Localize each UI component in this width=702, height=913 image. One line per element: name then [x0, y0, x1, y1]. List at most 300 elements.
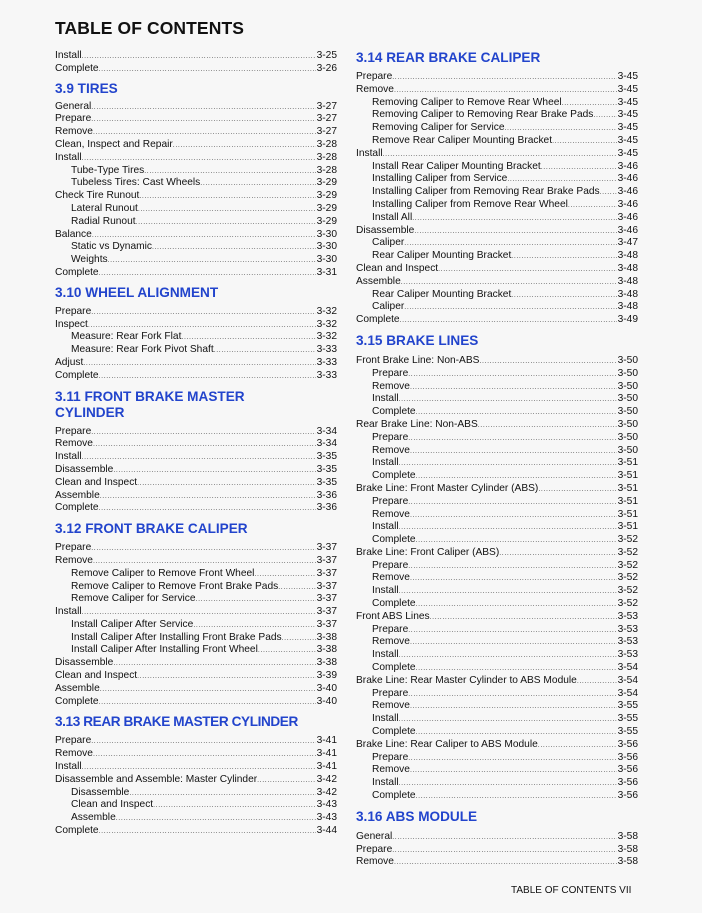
toc-entry-label: Install [372, 777, 399, 789]
toc-entry[interactable] [55, 113, 337, 126]
toc-subentry[interactable] [356, 509, 638, 522]
toc-entry-page: 3-32 [316, 331, 337, 343]
toc-subentry[interactable] [356, 457, 638, 470]
toc-subentry[interactable] [356, 470, 638, 483]
toc-entry-page: 3-45 [617, 83, 638, 95]
toc-entry[interactable] [356, 547, 638, 560]
toc-right-column [356, 50, 638, 869]
toc-entry-page: 3-54 [617, 662, 638, 674]
toc-subentry[interactable] [55, 568, 337, 581]
toc-entry-label: Assemble [71, 812, 116, 824]
toc-entry-page: 3-32 [316, 318, 337, 330]
toc-entry-page: 3-33 [316, 369, 337, 381]
toc-entry[interactable] [55, 774, 337, 787]
toc-subentry[interactable] [356, 173, 638, 186]
toc-entry-label: Static vs Dynamic [71, 241, 152, 253]
toc-entry-label: Prepare [372, 367, 409, 379]
toc-entry-label: Prepare [55, 735, 92, 747]
toc-entry-label: Front Brake Line: Non-ABS [356, 354, 480, 366]
toc-entry-label: Remove [372, 700, 410, 712]
toc-entry-label: Rear Caliper Mounting Bracket [372, 250, 512, 262]
toc-entry-label: Adjust [55, 356, 84, 368]
toc-entry-page: 3-55 [617, 700, 638, 712]
toc-entry-page: 3-27 [316, 100, 337, 112]
toc-entry[interactable] [55, 477, 337, 490]
toc-entry-label: Complete [372, 726, 416, 738]
toc-entry-label: Weights [71, 254, 108, 266]
toc-subentry[interactable] [55, 619, 337, 632]
toc-entry-page: 3-50 [617, 431, 638, 443]
toc-entry[interactable] [55, 451, 337, 464]
toc-left-column [55, 50, 337, 838]
toc-entry-page: 3-36 [316, 502, 337, 514]
toc-subentry[interactable] [55, 254, 337, 267]
toc-entry[interactable] [55, 357, 337, 370]
toc-entry-page: 3-51 [617, 495, 638, 507]
toc-entry-page: 3-37 [316, 580, 337, 592]
toc-entry-page: 3-48 [617, 250, 638, 262]
toc-entry-label: Installing Caliper from Service [372, 173, 508, 185]
toc-entry-page: 3-40 [316, 682, 337, 694]
toc-entry-label: Removing Caliper to Remove Rear Wheel [372, 96, 562, 108]
toc-subentry[interactable] [356, 752, 638, 765]
toc-entry-label: Install [372, 585, 399, 597]
toc-entry-page: 3-45 [617, 96, 638, 108]
toc-entry-label: Rear Caliper Mounting Bracket [372, 288, 512, 300]
toc-entry-page: 3-32 [316, 305, 337, 317]
toc-subentry[interactable] [356, 764, 638, 777]
toc-subentry[interactable] [356, 301, 638, 314]
toc-entry-label: Caliper [372, 237, 405, 249]
toc-subentry[interactable] [356, 496, 638, 509]
toc-subentry[interactable] [356, 560, 638, 573]
toc-entry-label: Prepare [372, 623, 409, 635]
toc-entry-label: Rear Brake Line: Non-ABS [356, 418, 478, 430]
toc-subentry[interactable] [55, 344, 337, 357]
toc-entry-page: 3-53 [617, 610, 638, 622]
toc-entry-label: Disassemble [356, 224, 415, 236]
toc-entry-page: 3-46 [617, 198, 638, 210]
toc-entry-page: 3-45 [617, 147, 638, 159]
toc-subentry[interactable] [356, 790, 638, 803]
toc-entry-page: 3-56 [617, 777, 638, 789]
toc-entry[interactable] [356, 419, 638, 432]
toc-entry[interactable] [356, 675, 638, 688]
toc-entry[interactable] [356, 276, 638, 289]
toc-entry-label: Measure: Rear Fork Pivot Shaft [71, 344, 214, 356]
toc-entry-page: 3-53 [617, 636, 638, 648]
toc-entry[interactable] [55, 735, 337, 748]
toc-entry-page: 3-47 [617, 237, 638, 249]
toc-subentry[interactable] [55, 331, 337, 344]
toc-entry-label: Prepare [356, 71, 393, 82]
section-heading[interactable]: 3.9 TIRES [55, 80, 118, 96]
toc-subentry[interactable] [356, 636, 638, 649]
toc-entry-label: Install [372, 713, 399, 725]
toc-entry-page: 3-52 [617, 546, 638, 558]
toc-entry-page: 3-44 [316, 825, 337, 837]
toc-entry[interactable] [55, 426, 337, 439]
toc-entry[interactable] [55, 190, 337, 203]
toc-subentry[interactable] [356, 122, 638, 135]
toc-subentry[interactable] [356, 250, 638, 263]
toc-entry-label: Complete [356, 314, 400, 326]
toc-entry-page: 3-56 [617, 790, 638, 802]
toc-entry-page: 3-41 [316, 761, 337, 773]
toc-entry-label: Install All [372, 211, 413, 223]
toc-entry-page: 3-48 [617, 262, 638, 274]
toc-entry[interactable] [356, 84, 638, 97]
section-heading[interactable]: 3.10 WHEEL ALIGNMENT [55, 284, 219, 300]
toc-entry[interactable] [356, 225, 638, 238]
toc-entry-label: Brake Line: Front Caliper (ABS) [356, 546, 500, 558]
toc-entry-label: Prepare [372, 751, 409, 763]
toc-entry-page: 3-48 [617, 288, 638, 300]
toc-entry-label: Remove Caliper for Service [71, 593, 196, 605]
toc-entry[interactable] [55, 152, 337, 165]
toc-entry-page: 3-51 [617, 508, 638, 520]
toc-section [356, 809, 638, 869]
toc-entry-label: Complete [372, 790, 416, 802]
toc-entry-page: 3-49 [617, 314, 638, 326]
toc-entry-label: Remove [372, 572, 410, 584]
toc-entry-page: 3-33 [316, 356, 337, 368]
toc-entry-label: Complete [55, 695, 99, 707]
toc-subentry[interactable] [55, 241, 337, 254]
toc-entry-page: 3-46 [617, 160, 638, 172]
toc-entry-page: 3-43 [316, 799, 337, 811]
toc-subentry[interactable] [356, 109, 638, 122]
toc-entry-page: 3-34 [316, 425, 337, 437]
toc-entry-label: Install [55, 50, 82, 61]
toc-entry-page: 3-58 [617, 830, 638, 842]
toc-entry-label: Installing Caliper from Remove Rear Wheel [372, 198, 568, 210]
toc-entry-page: 3-46 [617, 186, 638, 198]
toc-subentry[interactable] [356, 585, 638, 598]
toc-entry[interactable] [55, 502, 337, 515]
toc-subentry[interactable] [356, 598, 638, 611]
toc-entry-label: Install Rear Caliper Mounting Bracket [372, 160, 541, 172]
toc-entry-page: 3-27 [316, 126, 337, 138]
toc-entry[interactable] [55, 438, 337, 451]
toc-entry-page: 3-56 [617, 738, 638, 750]
toc-entry-label: Installing Caliper from Removing Rear Brake Pads [372, 186, 600, 198]
toc-entry-label: Prepare [372, 431, 409, 443]
section-heading[interactable]: 3.13 REAR BRAKE MASTER CYLINDER [55, 714, 298, 730]
toc-entry-label: Balance [55, 228, 92, 240]
toc-entry-label: Brake Line: Front Master Cylinder (ABS) [356, 482, 539, 494]
toc-subentry[interactable] [356, 649, 638, 662]
toc-subentry[interactable] [356, 406, 638, 419]
toc-entry-page: 3-38 [316, 631, 337, 643]
toc-entry-label: General [55, 100, 92, 112]
toc-subentry[interactable] [55, 165, 337, 178]
toc-entry-page: 3-26 [316, 62, 337, 74]
toc-entry-page: 3-51 [617, 470, 638, 482]
toc-entry[interactable] [55, 490, 337, 503]
toc-subentry[interactable] [55, 812, 337, 825]
toc-entry[interactable] [55, 101, 337, 114]
toc-subentry[interactable] [356, 161, 638, 174]
toc-subentry[interactable] [356, 393, 638, 406]
toc-entry[interactable] [356, 148, 638, 161]
toc-entry-page: 3-25 [316, 50, 337, 61]
toc-entry[interactable] [55, 319, 337, 332]
toc-entry-page: 3-33 [316, 344, 337, 356]
toc-subentry[interactable] [356, 777, 638, 790]
toc-entry[interactable] [55, 229, 337, 242]
toc-entry-page: 3-28 [316, 164, 337, 176]
toc-entry-page: 3-35 [316, 451, 337, 463]
toc-entry-label: Remove [55, 748, 93, 760]
toc-entry-label: Check Tire Runout [55, 190, 140, 202]
toc-entry-label: Disassemble [71, 786, 130, 798]
toc-entry-page: 3-35 [316, 463, 337, 475]
toc-entry-page: 3-29 [316, 202, 337, 214]
toc-entry[interactable] [356, 71, 638, 84]
toc-entry-page: 3-30 [316, 228, 337, 240]
toc-entry-page: 3-53 [617, 649, 638, 661]
toc-subentry[interactable] [55, 216, 337, 229]
toc-entry[interactable] [356, 739, 638, 752]
toc-entry[interactable] [55, 748, 337, 761]
toc-entry-label: Measure: Rear Fork Flat [71, 331, 182, 343]
toc-subentry[interactable] [55, 799, 337, 812]
toc-entry-page: 3-37 [316, 542, 337, 554]
toc-entry-page: 3-29 [316, 177, 337, 189]
toc-entry-label: Clean and Inspect [55, 670, 138, 682]
toc-entry-page: 3-48 [617, 301, 638, 313]
toc-entry-label: Clean and Inspect [71, 799, 154, 811]
toc-entry-label: Install [55, 761, 82, 773]
toc-entry-page: 3-37 [316, 606, 337, 618]
toc-entry[interactable] [55, 696, 337, 709]
toc-entry-label: Complete [372, 662, 416, 674]
section-heading[interactable]: 3.14 REAR BRAKE CALIPER [356, 50, 541, 65]
toc-section [55, 714, 337, 837]
section-heading[interactable]: 3.11 FRONT BRAKE MASTER CYLINDER [55, 388, 245, 420]
toc-entry-page: 3-52 [617, 585, 638, 597]
toc-entry-label: Tube-Type Tires [71, 164, 145, 176]
toc-entry-page: 3-48 [617, 275, 638, 287]
toc-entry-label: Disassemble [55, 657, 114, 669]
toc-entry[interactable] [55, 670, 337, 683]
toc-subentry[interactable] [356, 97, 638, 110]
toc-entry-page: 3-39 [316, 670, 337, 682]
toc-subentry[interactable] [55, 787, 337, 800]
toc-entry-page: 3-34 [316, 438, 337, 450]
toc-entry[interactable] [356, 856, 638, 869]
toc-subentry[interactable] [356, 445, 638, 458]
toc-entry-page: 3-42 [316, 773, 337, 785]
toc-entry-label: Removing Caliper for Service [372, 122, 505, 134]
toc-entry-page: 3-53 [617, 623, 638, 635]
toc-entry-label: Radial Runout [71, 215, 136, 227]
toc-entry-page: 3-37 [316, 618, 337, 630]
toc-entry[interactable] [55, 657, 337, 670]
toc-subentry[interactable] [356, 381, 638, 394]
toc-entry-label: Remove Caliper to Remove Front Brake Pads [71, 580, 279, 592]
toc-entry-label: Install [372, 457, 399, 469]
toc-entry-label: Prepare [356, 843, 393, 855]
toc-entry-label: Remove Caliper to Remove Front Wheel [71, 567, 255, 579]
toc-entry[interactable] [55, 139, 337, 152]
toc-section [55, 50, 337, 76]
toc-entry[interactable] [55, 306, 337, 319]
toc-entry-page: 3-46 [617, 224, 638, 236]
toc-entry-page: 3-43 [316, 812, 337, 824]
toc-subentry[interactable] [356, 237, 638, 250]
toc-entry-label: Complete [372, 598, 416, 610]
toc-entry-label: Prepare [372, 559, 409, 571]
toc-section [356, 50, 638, 327]
toc-entry-label: Install [55, 451, 82, 463]
toc-entry[interactable] [356, 263, 638, 276]
toc-entry-label: Prepare [55, 542, 92, 554]
toc-subentry[interactable] [356, 624, 638, 637]
toc-subentry[interactable] [356, 199, 638, 212]
toc-entry[interactable] [55, 825, 337, 838]
section-heading[interactable]: 3.15 BRAKE LINES [356, 332, 479, 348]
toc-subentry[interactable] [356, 432, 638, 445]
toc-subentry[interactable] [55, 593, 337, 606]
toc-entry-label: Remove Rear Caliper Mounting Bracket [372, 134, 553, 146]
toc-entry-label: Install [372, 649, 399, 661]
toc-section [356, 333, 638, 803]
toc-entry[interactable] [356, 314, 638, 327]
toc-entry-label: Remove [55, 126, 93, 138]
toc-entry-page: 3-52 [617, 559, 638, 571]
toc-subentry[interactable] [356, 713, 638, 726]
toc-subentry[interactable] [356, 726, 638, 739]
toc-entry-label: Clean, Inspect and Repair [55, 138, 173, 150]
toc-entry[interactable] [356, 483, 638, 496]
toc-entry-label: Complete [55, 502, 99, 514]
toc-subentry[interactable] [356, 186, 638, 199]
toc-subentry[interactable] [356, 289, 638, 302]
toc-entry-label: Remove [372, 636, 410, 648]
toc-subentry[interactable] [356, 534, 638, 547]
toc-entry-page: 3-58 [617, 856, 638, 868]
toc-entry[interactable] [55, 683, 337, 696]
toc-entry-page: 3-37 [316, 554, 337, 566]
toc-entry-page: 3-40 [316, 695, 337, 707]
toc-entry-page: 3-52 [617, 534, 638, 546]
toc-entry-page: 3-45 [617, 122, 638, 134]
toc-entry[interactable] [55, 50, 337, 63]
toc-entry-page: 3-50 [617, 380, 638, 392]
toc-entry-label: Disassemble and Assemble: Master Cylinder [55, 773, 258, 785]
toc-entry[interactable] [55, 761, 337, 774]
toc-entry[interactable] [55, 267, 337, 280]
toc-entry[interactable] [55, 63, 337, 76]
toc-entry-page: 3-50 [617, 367, 638, 379]
toc-subentry[interactable] [356, 662, 638, 675]
toc-entry-page: 3-51 [617, 457, 638, 469]
toc-entry-page: 3-45 [617, 71, 638, 82]
toc-entry-label: Brake Line: Rear Caliper to ABS Module [356, 738, 538, 750]
toc-entry-label: Assemble [356, 275, 401, 287]
toc-subentry[interactable] [356, 700, 638, 713]
toc-entry-page: 3-45 [617, 109, 638, 121]
toc-subentry[interactable] [55, 632, 337, 645]
toc-entry-label: Install Caliper After Installing Front Brake Pads [71, 631, 282, 643]
toc-entry-label: Remove [372, 764, 410, 776]
toc-entry-page: 3-29 [316, 190, 337, 202]
toc-entry-label: Install [372, 521, 399, 533]
toc-entry-label: Complete [55, 369, 99, 381]
toc-subentry[interactable] [356, 572, 638, 585]
toc-entry-page: 3-35 [316, 476, 337, 488]
toc-subentry[interactable] [55, 644, 337, 657]
toc-section [55, 521, 337, 708]
toc-subentry[interactable] [55, 177, 337, 190]
toc-subentry[interactable] [356, 135, 638, 148]
toc-entry-page: 3-55 [617, 713, 638, 725]
toc-entry-label: Prepare [55, 425, 92, 437]
toc-entry-label: Brake Line: Rear Master Cylinder to ABS Module [356, 674, 577, 686]
section-heading[interactable]: 3.12 FRONT BRAKE CALIPER [55, 521, 248, 537]
toc-subentry[interactable] [356, 521, 638, 534]
toc-entry-page: 3-42 [316, 786, 337, 798]
toc-entry-label: Install Caliper After Service [71, 618, 194, 630]
toc-subentry[interactable] [55, 581, 337, 594]
toc-entry-page: 3-30 [316, 254, 337, 266]
toc-entry[interactable] [55, 370, 337, 383]
toc-entry-page: 3-28 [316, 138, 337, 150]
toc-entry-label: Remove [55, 438, 93, 450]
toc-entry-page: 3-50 [617, 354, 638, 366]
toc-entry-label: Prepare [372, 687, 409, 699]
toc-entry-label: Tubeless Tires: Cast Wheels [71, 177, 201, 189]
toc-entry-label: Remove [372, 444, 410, 456]
toc-entry-label: Remove [372, 508, 410, 520]
section-heading[interactable]: 3.16 ABS MODULE [356, 808, 478, 824]
toc-entry[interactable] [55, 555, 337, 568]
toc-entry-page: 3-31 [316, 266, 337, 278]
toc-entry-page: 3-46 [617, 173, 638, 185]
toc-entry-page: 3-54 [617, 687, 638, 699]
toc-entry-page: 3-50 [617, 406, 638, 418]
toc-entry-page: 3-37 [316, 593, 337, 605]
toc-subentry[interactable] [356, 212, 638, 225]
toc-entry-page: 3-56 [617, 764, 638, 776]
toc-subentry[interactable] [356, 688, 638, 701]
toc-section [55, 81, 337, 280]
toc-entry[interactable] [356, 355, 638, 368]
toc-entry-label: Complete [55, 266, 99, 278]
toc-entry-page: 3-38 [316, 644, 337, 656]
toc-entry-label: Remove [356, 856, 394, 868]
toc-entry-label: Remove [55, 554, 93, 566]
toc-entry-label: Front ABS Lines [356, 610, 430, 622]
toc-entry[interactable] [55, 126, 337, 139]
toc-entry[interactable] [356, 611, 638, 624]
toc-entry-page: 3-51 [617, 482, 638, 494]
toc-entry[interactable] [55, 542, 337, 555]
toc-entry-page: 3-41 [316, 735, 337, 747]
toc-entry[interactable] [356, 844, 638, 857]
toc-entry-label: Prepare [55, 113, 92, 125]
toc-entry[interactable] [55, 606, 337, 619]
toc-subentry[interactable] [55, 203, 337, 216]
toc-subentry[interactable] [356, 368, 638, 381]
toc-entry[interactable] [55, 464, 337, 477]
toc-entry-label: Clean and Inspect [356, 262, 439, 274]
toc-entry-label: Lateral Runout [71, 202, 138, 214]
toc-entry[interactable] [356, 831, 638, 844]
toc-entry-label: Install [55, 151, 82, 163]
